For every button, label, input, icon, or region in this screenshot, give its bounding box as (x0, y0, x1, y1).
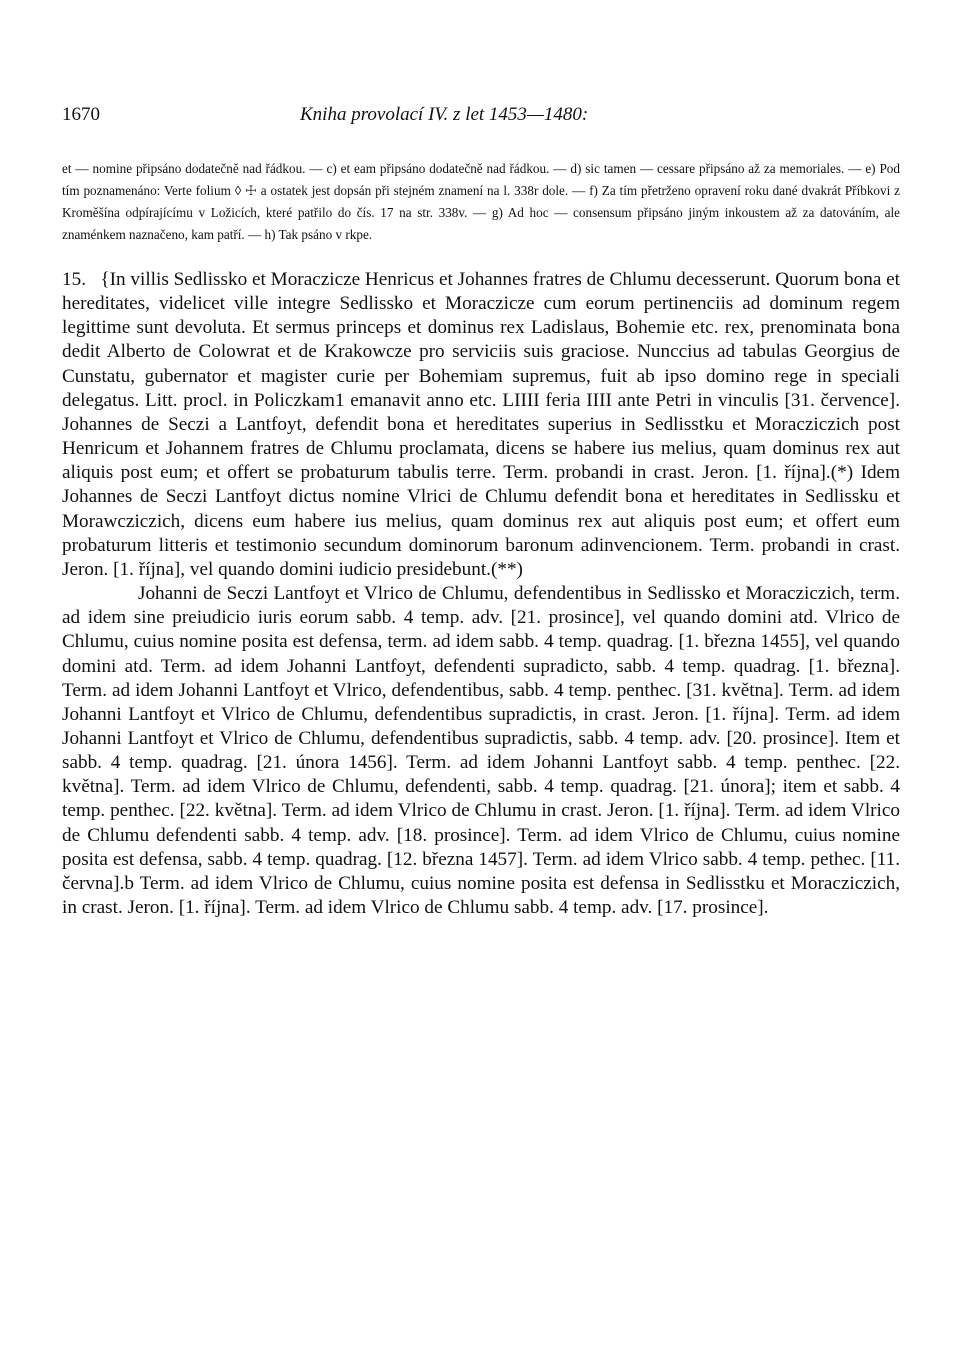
entry-number: 15. (62, 269, 86, 290)
footnotes-block (62, 158, 900, 246)
entry-paragraph-terms: Johanni de Seczi Lantfoyt et Vlrico de Chlumu, defendentibus in Sedlissko et Moracziczich, term. ad idem sine preiudicio iuris eorum sabb. 4 temp. adv. [21. prosince], vel quando domini atd. Vlrico de Chlumu, cuius nomine posita est defensa, term. ad idem sabb. 4 temp. quadrag. [1. března 1455], vel quando domini atd. Term. ad idem Johanni Lantfoyt, defendenti supradicto, sabb. 4 temp. quadrag. [1. března]. Term. ad idem Johanni Lantfoyt et Vlrico, defendentibus, sabb. 4 temp. penthec. [31. května]. Term. ad idem Johanni Lantfoyt et Vlrico de Chlumu, defendentibus supradictis, in crast. Jeron. [1. října]. Term. ad idem Johanni Lantfoyt et Vlrico de Chlumu, defendentibus supradictis, sabb. 4 temp. adv. [20. prosince]. Item et sabb. 4 temp. quadrag. [21. února 1456]. Term. ad idem Johanni Lantfoyt sabb. 4 temp. penthec. [22. května]. Term. ad idem Vlrico de Chlumu, defendenti, sabb. 4 temp. quadrag. [21. února]; item et sabb. 4 temp. penthec. [22. května]. Term. ad idem Vlrico de Chlumu in crast. Jeron. [1. října]. Term. ad idem Vlrico de Chlumu defendenti sabb. 4 temp. adv. [18. prosince]. Term. ad idem Vlrico de Chlumu, cuius nomine posita est defensa, sabb. 4 temp. quadrag. [12. března 1457]. Term. ad idem Vlrico sabb. 4 temp. pethec. [11. června].b Term. ad idem Vlrico de Chlumu, cuius nomine posita est defensa in Sedlisstku et Moracziczich, in crast. Jeron. [1. října]. Term. ad idem Vlrico de Chlumu sabb. 4 temp. adv. [17. prosince]. (62, 583, 900, 919)
running-title: Kniha provolací IV. z let 1453—1480: (300, 104, 589, 125)
document-page (62, 104, 900, 920)
page-number: 1670 (62, 104, 100, 125)
entry-15 (62, 268, 900, 920)
entry-paragraph (62, 268, 900, 582)
footnote-text: et — nomine připsáno dodatečně nad řádkou. — c) et eam připsáno dodatečně nad řádkou. — d) sic tamen — cessare připsáno až za memoriales. — e) Pod tím poznamenáno: Verte folium ◊ ☩ a ostatek jest dopsán při stejném znamení na l. 338r dole. — f) Za tím přetrženo opravení roku dané dvakrát Příbkovi z Kroměšína odpírajícímu v Ložicích, které patřilo do čís. 17 na str. 338v. — g) Ad hoc — consensum připsáno jiným inkoustem až za datováním, ale znaménkem naznačeno, kam patří. — h) Tak psáno v rkpe. (62, 161, 900, 242)
page-header (62, 104, 900, 130)
entry-text: {In villis Sedlissko et Moraczicze Henricus et Johannes fratres de Chlumu decesserunt. Quorum bona et hereditates, videlicet ville integre Sedlissko et Moraczicze cum eorum pertinenciis ad dominum regem legittime sunt devoluta. Et sermus princeps et dominus rex Ladislaus, Bohemie etc. rex, prenominata bona dedit Alberto de Colowrat et de Krakowcze pro serviciis suis graciose. Nunccius ad tabulas Georgius de Cunstatu, gubernator et magister curie per Bohemiam supremus, fuit ab ipso domino rege in speciali delegatus. Litt. procl. in Policzkam1 emanavit anno etc. LIIII feria IIII ante Petri in vinculis [31. července]. Johannes de Seczi a Lantfoyt, defendit bona et hereditates superius in Sedlisstku et Moracziczich post Henricum et Johannem fratres de Chlumu proclamata, dicens se habere ius melius, quam dominus rex aut aliquis post eum; et offert se probaturum tabulis terre. Term. probandi in crast. Jeron. [1. října].(*) Idem Johannes de Seczi Lantfoyt dictus nomine Vlrici de Chlumu defendit bona et hereditates in Sedlissku et Morawcziczich, dicens eum habere ius melius, quam dominus rex aut aliquis post eum; et offert eum probaturum litteris et testimonio secundum dominorum baronum adinvencionem. Term. probandi in crast. Jeron. [1. října], vel quando domini iudicio presidebunt.(**) (62, 269, 900, 580)
